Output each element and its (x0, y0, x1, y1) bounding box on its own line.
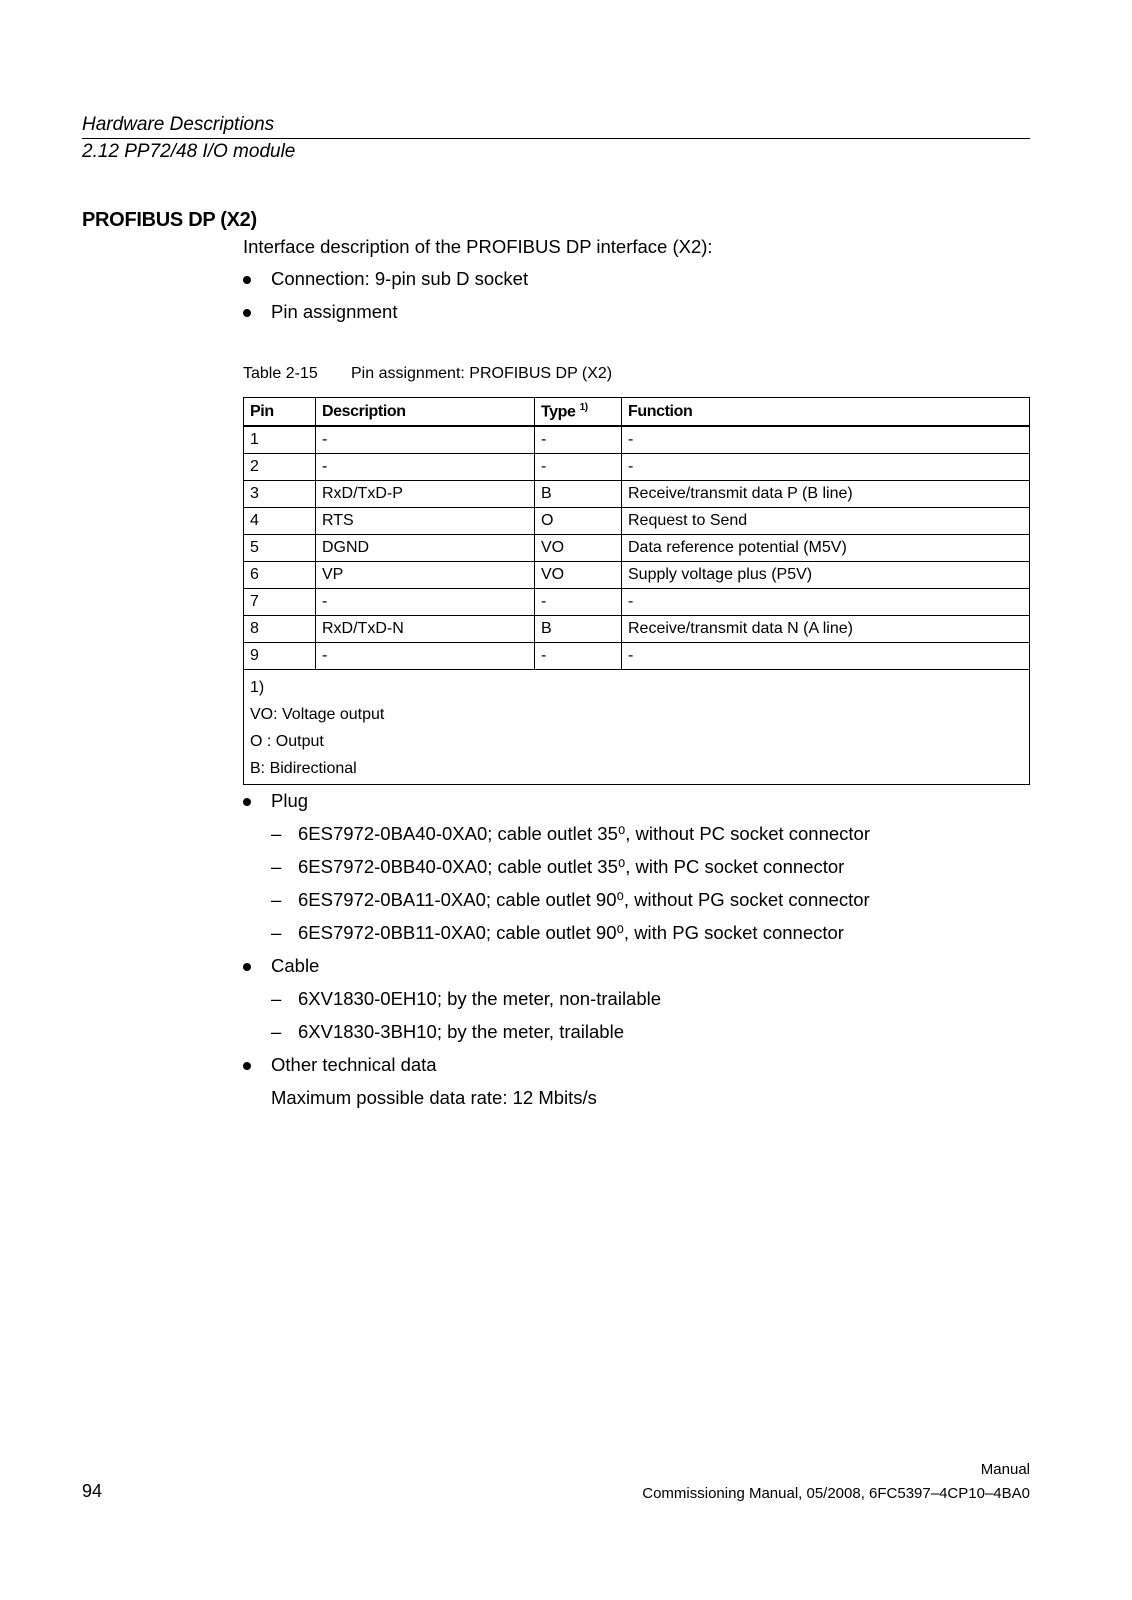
cell-function: Supply voltage plus (P5V) (622, 562, 1030, 589)
footnote-vo: VO: Voltage output (250, 706, 385, 723)
cell-description: VP (316, 562, 535, 589)
table-row (244, 616, 1030, 643)
plug-item: 6ES7972-0BA40-0XA0; cable outlet 35⁰, without PC socket connector (298, 823, 871, 844)
page-number: 94 (82, 1481, 103, 1501)
header-type-label: Type (541, 403, 576, 421)
plug-item: 6ES7972-0BA11-0XA0; cable outlet 90⁰, without PG socket connector (298, 889, 870, 910)
table-row (244, 454, 1030, 481)
footnote-b: B: Bidirectional (250, 760, 357, 777)
cell-pin: 2 (244, 454, 316, 481)
cell-type: - (535, 589, 622, 616)
cell-description: - (316, 454, 535, 481)
cell-function: - (622, 643, 1030, 670)
plug-label: Plug (271, 790, 309, 811)
cell-function: - (622, 426, 1030, 454)
table-caption (243, 365, 612, 383)
header-type-note: 1) (579, 401, 588, 413)
cable-item: 6XV1830-0EH10; by the meter, non-trailable (298, 988, 662, 1009)
cell-type: B (535, 616, 622, 643)
bullet-icon (243, 1062, 251, 1070)
cell-description: - (316, 589, 535, 616)
cell-type: VO (535, 535, 622, 562)
cell-function: Data reference potential (M5V) (622, 535, 1030, 562)
table-row (244, 589, 1030, 616)
dash-marker: – (271, 889, 282, 910)
cell-pin: 3 (244, 481, 316, 508)
header-rule (82, 138, 1030, 139)
cell-pin: 1 (244, 426, 316, 454)
bullet-icon (243, 276, 251, 284)
table-caption-text: Pin assignment: PROFIBUS DP (X2) (351, 365, 613, 382)
footnote-o: O : Output (250, 733, 324, 750)
cable-item: 6XV1830-3BH10; by the meter, trailable (298, 1021, 624, 1042)
cell-type: - (535, 643, 622, 670)
cell-pin: 5 (244, 535, 316, 562)
bullet-pin-assignment: Pin assignment (271, 301, 398, 322)
cell-pin: 6 (244, 562, 316, 589)
cell-pin: 7 (244, 589, 316, 616)
table-row (244, 426, 1030, 454)
plug-item: 6ES7972-0BB11-0XA0; cable outlet 90⁰, with PG socket connector (298, 922, 844, 943)
cell-description: RxD/TxD-N (316, 616, 535, 643)
max-data-rate: Maximum possible data rate: 12 Mbits/s (271, 1087, 597, 1108)
cell-description: - (316, 426, 535, 454)
table-header-row (244, 398, 1030, 427)
cell-function: - (622, 454, 1030, 481)
cell-function: Request to Send (622, 508, 1030, 535)
cell-type: B (535, 481, 622, 508)
running-header-chapter: Hardware Descriptions (82, 114, 275, 135)
cell-function: Receive/transmit data P (B line) (622, 481, 1030, 508)
cell-type: - (535, 426, 622, 454)
running-header-section: 2.12 PP72/48 I/O module (82, 141, 296, 162)
header-type (535, 398, 622, 427)
cable-label: Cable (271, 955, 320, 976)
cell-type: VO (535, 562, 622, 589)
cell-description: RxD/TxD-P (316, 481, 535, 508)
table-footnote (244, 670, 1030, 785)
plug-item: 6ES7972-0BB40-0XA0; cable outlet 35⁰, with PC socket connector (298, 856, 845, 877)
intro-text: Interface description of the PROFIBUS DP interface (X2): (243, 236, 713, 257)
cell-pin: 4 (244, 508, 316, 535)
other-label: Other technical data (271, 1054, 437, 1075)
table-row (244, 643, 1030, 670)
dash-marker: – (271, 922, 282, 943)
table-caption-number: Table 2-15 (243, 365, 318, 382)
header-pin: Pin (244, 398, 316, 427)
cell-type: - (535, 454, 622, 481)
cell-description: RTS (316, 508, 535, 535)
cell-pin: 8 (244, 616, 316, 643)
dash-marker: – (271, 823, 282, 844)
table-footnote-row (244, 670, 1030, 785)
header-function: Function (622, 398, 1030, 427)
cell-pin: 9 (244, 643, 316, 670)
cell-function: - (622, 589, 1030, 616)
section-title: PROFIBUS DP (X2) (82, 209, 257, 231)
bullet-icon (243, 798, 251, 806)
footer-manual: Manual (980, 1461, 1030, 1478)
dash-marker: – (271, 856, 282, 877)
dash-marker: – (271, 1021, 282, 1042)
cell-type: O (535, 508, 622, 535)
dash-marker: – (271, 988, 282, 1009)
table-row (244, 535, 1030, 562)
pin-assignment-table (243, 397, 1030, 785)
header-description: Description (316, 398, 535, 427)
footnote-marker: 1) (250, 679, 265, 696)
bullet-connection: Connection: 9-pin sub D socket (271, 268, 529, 289)
footer-document-id: Commissioning Manual, 05/2008, 6FC5397–4CP10–4BA0 (642, 1485, 1030, 1502)
bullet-icon (243, 309, 251, 317)
cell-description: DGND (316, 535, 535, 562)
table-row (244, 508, 1030, 535)
table-row (244, 562, 1030, 589)
bullet-icon (243, 963, 251, 971)
cell-function: Receive/transmit data N (A line) (622, 616, 1030, 643)
cell-description: - (316, 643, 535, 670)
table-row (244, 481, 1030, 508)
